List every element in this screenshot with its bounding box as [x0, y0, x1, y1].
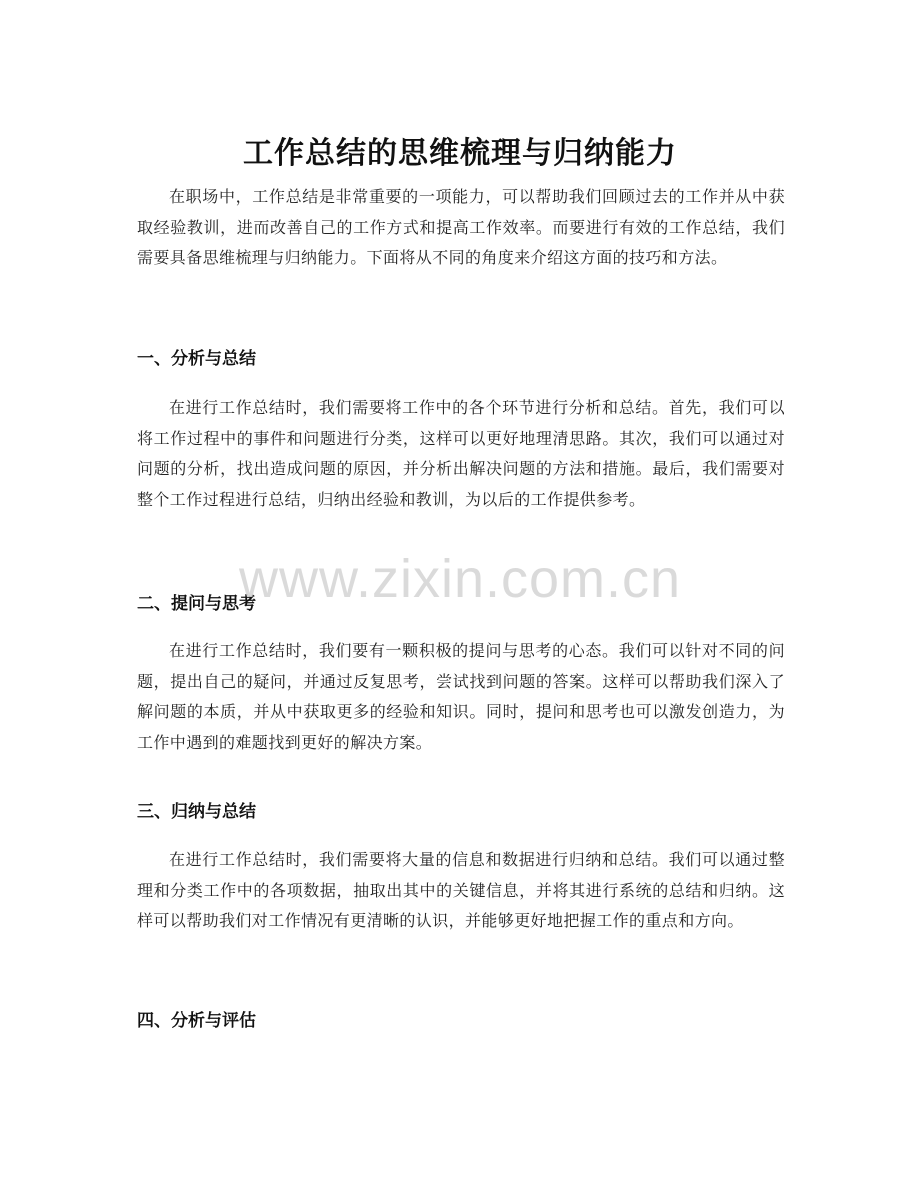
- page-title: 工作总结的思维梳理与归纳能力: [243, 136, 677, 172]
- section-heading-3: 三、归纳与总结: [137, 802, 256, 822]
- section-heading-4: 四、分析与评估: [137, 1011, 256, 1031]
- section-body-3: 在进行工作总结时，我们需要将大量的信息和数据进行归纳和总结。我们可以通过整理和分类工作中的各项数据，抽取出其中的关键信息，并将其进行系统的总结和归纳。这样可以帮助我们对工作情况有更清晰的认识，并能够更好地把握工作的重点和方向。: [137, 850, 785, 930]
- section-body-1: 在进行工作总结时，我们需要将工作中的各个环节进行分析和总结。首先，我们可以将工作过程中的事件和问题进行分类，这样可以更好地理清思路。其次，我们可以通过对问题的分析，找出造成问题的原因，并分析出解决问题的方法和措施。最后，我们需要对整个工作过程进行总结，归纳出经验和教训，为以后的工作提供参考。: [137, 398, 785, 509]
- watermark: www.zixin.com.cn: [238, 549, 682, 609]
- section-body-2: 在进行工作总结时，我们要有一颗积极的提问与思考的心态。我们可以针对不同的问题，提出自己的疑问，并通过反复思考，尝试找到问题的答案。这样可以帮助我们深入了解问题的本质，并从中获取更多的经验和知识。同时，提问和思考也可以激发创造力，为工作中遇到的难题找到更好的解决方案。: [137, 641, 785, 752]
- section-heading-1: 一、分析与总结: [137, 349, 256, 369]
- intro-paragraph: 在职场中，工作总结是非常重要的一项能力，可以帮助我们回顾过去的工作并从中获取经验教训，进而改善自己的工作方式和提高工作效率。而要进行有效的工作总结，我们需要具备思维梳理与归纳能力。下面将从不同的角度来介绍这方面的技巧和方法。: [137, 187, 785, 267]
- section-heading-2: 二、提问与思考: [137, 594, 256, 614]
